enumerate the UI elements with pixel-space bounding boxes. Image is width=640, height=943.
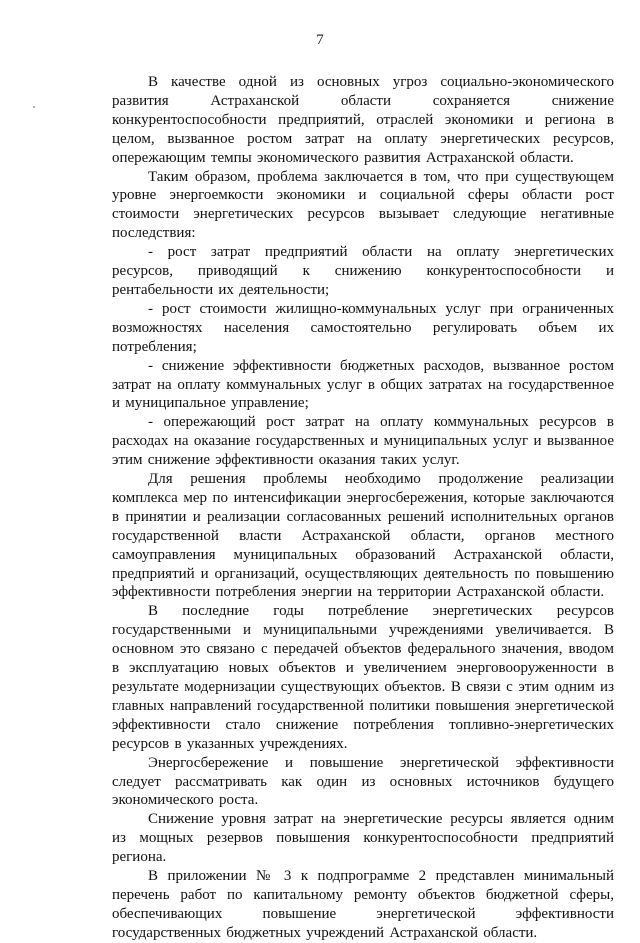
paragraph-problem: Таким образом, проблема заключается в том, что при существующем уровне энергоемкости экономики и социальной сферы области рост стоимости энергетических ресурсов вызывает следующие негативные последствия:: [112, 168, 614, 242]
list-item-budget-efficiency: - снижение эффективности бюджетных расходов, вызванное ростом затрат на оплату коммунальных услуг в общих затратах на государственное и муниципальное управление;: [112, 357, 614, 412]
paragraph-solution: Для решения проблемы необходимо продолжение реализации комплекса мер по интенсификации энергосбережения, которые заключаются в принятии и реализации согласованных решений исполнительных органов государственной власти Астраханской области, органов местного самоуправления муниципальных образований Астраханской области, предприятий и организаций, осуществляющих деятельность по повышению эффективности потребления энергии на территории Астраханской области.: [112, 471, 614, 601]
scan-speck: [33, 106, 35, 108]
list-item-public-services: - опережающий рост затрат на оплату коммунальных ресурсов в расходах на оказание государственных и муниципальных услуг и вызванное этим снижение эффективности оказания таких услуг.: [112, 414, 614, 469]
paragraph-cost-reduction: Снижение уровня затрат на энергетические ресурсы является одним из мощных резервов повышения конкурентоспособности предприятий региона.: [112, 811, 614, 866]
paragraph-consumption-growth: В последние годы потребление энергетических ресурсов государственными и муниципальными учреждениями увеличивается. В основном это связано с передачей объектов федерального значения, вводом в эксплуатацию новых объектов и увеличением энерговооруженности в результате модернизации существующих объектов. В связи с этим одним из главных направлений государственной политики повышения энергетической эффективности стало снижение потребления топливно-энергетических ресурсов в указанных учреждениях.: [112, 603, 614, 752]
paragraph-appendix: В приложении № 3 к подпрограмме 2 представлен минимальный перечень работ по капитальному ремонту объектов бюджетной сферы, обеспечивающих повышение энергетической эффективности государственных бюджетных учреждений Астраханской области.: [112, 868, 614, 941]
page-number: 7: [316, 32, 324, 48]
body-text: [112, 73, 614, 943]
list-item-enterprise-costs: - рост затрат предприятий области на оплату энергетических ресурсов, приводящий к снижению конкурентоспособности и рентабельности их деятельности;: [112, 244, 614, 298]
paragraph-threats: В качестве одной из основных угроз социально-экономического развития Астраханской области сохраняется снижение конкурентоспособности предприятий, отраслей экономики и региона в целом, вызванное ростом затрат на оплату энергетических ресурсов, опережающим темпы экономического развития Астраханской области.: [112, 74, 614, 166]
list-item-utility-costs: - рост стоимости жилищно-коммунальных услуг при ограниченных возможностях населения самостоятельно регулировать объем их потребления;: [112, 300, 614, 355]
paragraph-energy-saving: Энергосбережение и повышение энергетической эффективности следует рассматривать как один из основных источников будущего экономического роста.: [112, 754, 614, 809]
